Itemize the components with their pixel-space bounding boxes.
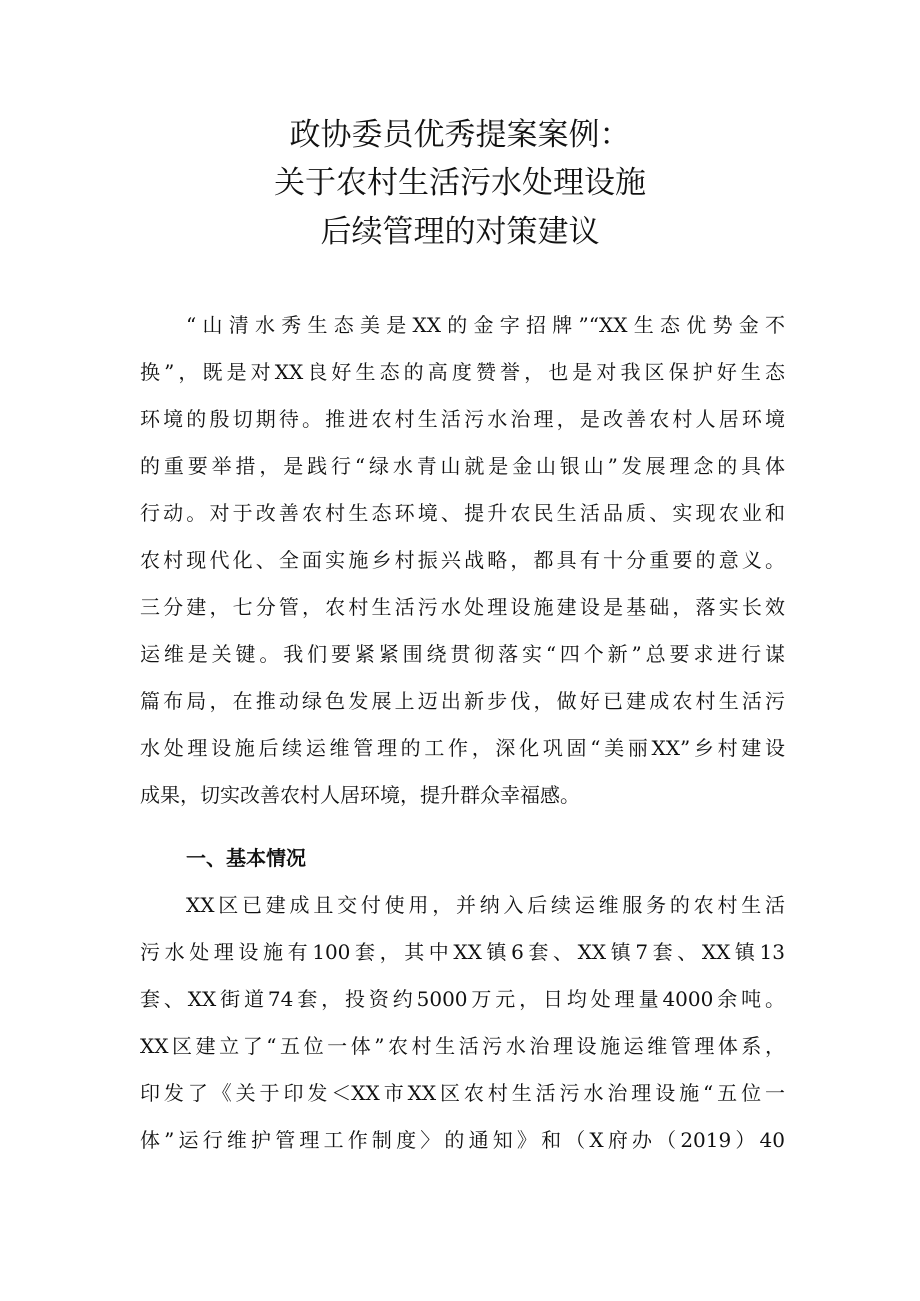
paragraph-line: 三分建，七分管，农村生活污水处理设施建设是基础，落实长效 bbox=[140, 595, 785, 619]
paragraph-line: 的重要举措，是践行“绿水青山就是金山银山”发展理念的具体 bbox=[140, 454, 785, 478]
paragraph-line: 换”，既是对XX良好生态的高度赞誉，也是对我区保护好生态 bbox=[140, 360, 785, 384]
paragraph-line: 印发了《关于印发＜XX市XX区农村生活污水治理设施“五位一 bbox=[140, 1081, 785, 1105]
paragraph-line: 套、XX街道74套，投资约5000万元，日均处理量4000余吨。 bbox=[140, 987, 785, 1011]
paragraph-line: 环境的殷切期待。推进农村生活污水治理，是改善农村人居环境 bbox=[140, 407, 785, 431]
document-title-line-2: 关于农村生活污水处理设施 bbox=[274, 165, 646, 201]
paragraph-line: 农村现代化、全面实施乡村振兴战略，都具有十分重要的意义。 bbox=[140, 548, 785, 572]
paragraph-line: XX区建立了“五位一体”农村生活污水治理设施运维管理体系， bbox=[140, 1034, 785, 1058]
paragraph-line: 篇布局，在推动绿色发展上迈出新步伐，做好已建成农村生活污 bbox=[140, 689, 785, 713]
document-title-line-3: 后续管理的对策建议 bbox=[320, 214, 600, 250]
paragraph-line: “山清水秀生态美是XX的金字招牌”“XX生态优势金不 bbox=[186, 313, 785, 337]
document-title-line-1: 政协委员优秀提案案例： bbox=[289, 117, 631, 153]
paragraph-line: 行动。对于改善农村生态环境、提升农民生活品质、实现农业和 bbox=[140, 501, 785, 525]
paragraph-line: 体”运行维护管理工作制度〉的通知》和（X府办（2019）40 bbox=[140, 1128, 785, 1152]
section-heading-basic-situation: 一、基本情况 bbox=[186, 846, 306, 870]
paragraph-line: 运维是关键。我们要紧紧围绕贯彻落实“四个新”总要求进行谋 bbox=[140, 642, 785, 666]
paragraph-line: XX区已建成且交付使用，并纳入后续运维服务的农村生活 bbox=[186, 893, 785, 917]
paragraph-line: 污水处理设施有100套，其中XX镇6套、XX镇7套、XX镇13 bbox=[140, 940, 785, 964]
paragraph-line: 成果，切实改善农村人居环境，提升群众幸福感。 bbox=[140, 783, 580, 807]
paragraph-line: 水处理设施后续运维管理的工作，深化巩固“美丽XX”乡村建设 bbox=[140, 736, 785, 760]
